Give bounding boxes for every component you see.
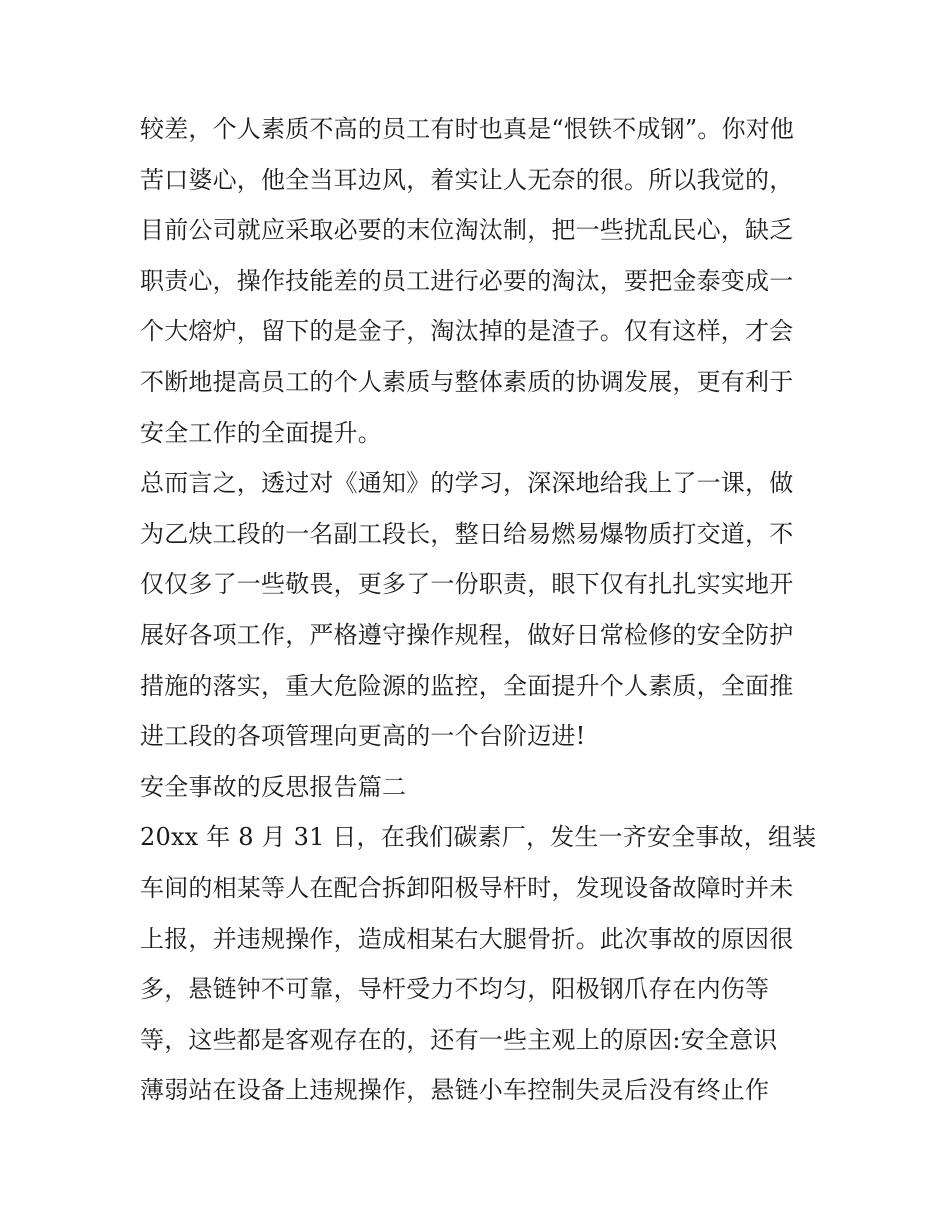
text-line: 仅仅多了一些敬畏，更多了一份职责，眼下仅有扎扎实实地开	[140, 570, 794, 599]
text-line: 总而言之，透过对《通知》的学习，深深地给我上了一课，做	[140, 469, 794, 498]
text-line: 多，悬链钟不可靠，导杆受力不均匀，阳极钢爪存在内伤等	[140, 975, 770, 1004]
text-line: 展好各项工作，严格遵守操作规程，做好日常检修的安全防护	[140, 620, 794, 649]
text-line: 个大熔炉，留下的是金子，淘汰掉的是渣子。仅有这样，才会	[140, 317, 794, 346]
text-line: 薄弱站在设备上违规操作，悬链小车控制失灵后没有终止作	[140, 1076, 770, 1105]
text-line: 20xx 年 8 月 31 日，在我们碳素厂，发生一齐安全事故，组装	[140, 823, 817, 852]
text-line: 苦口婆心，他全当耳边风，着实让人无奈的很。所以我觉的，	[140, 165, 794, 194]
text-line: 为乙炔工段的一名副工段长，整日给易燃易爆物质打交道，不	[140, 519, 794, 548]
text-line: 措施的落实，重大危险源的监控，全面提升个人素质，全面推	[140, 671, 794, 700]
text-line: 等，这些都是客观存在的，还有一些主观上的原因:安全意识	[140, 1025, 778, 1054]
text-line: 目前公司就应采取必要的末位淘汰制，把一些扰乱民心，缺乏	[140, 216, 794, 245]
text-line: 安全工作的全面提升。	[140, 418, 382, 447]
text-line: 上报，并违规操作，造成相某右大腿骨折。此次事故的原因很	[140, 924, 794, 953]
text-line: 车间的相某等人在配合拆卸阳极导杆时，发现设备故障时并未	[140, 873, 794, 902]
text-line: 不断地提高员工的个人素质与整体素质的协调发展，更有利于	[140, 367, 794, 396]
text-line: 进工段的各项管理向更高的一个台阶迈进!	[140, 722, 586, 751]
text-line: 职责心，操作技能差的员工进行必要的淘汰，要把金泰变成一	[140, 266, 794, 295]
text-line: 较差，个人素质不高的员工有时也真是“恨铁不成钢”。你对他	[140, 115, 795, 143]
document-body	[140, 104, 820, 1116]
section-heading: 安全事故的反思报告篇二	[140, 772, 407, 801]
